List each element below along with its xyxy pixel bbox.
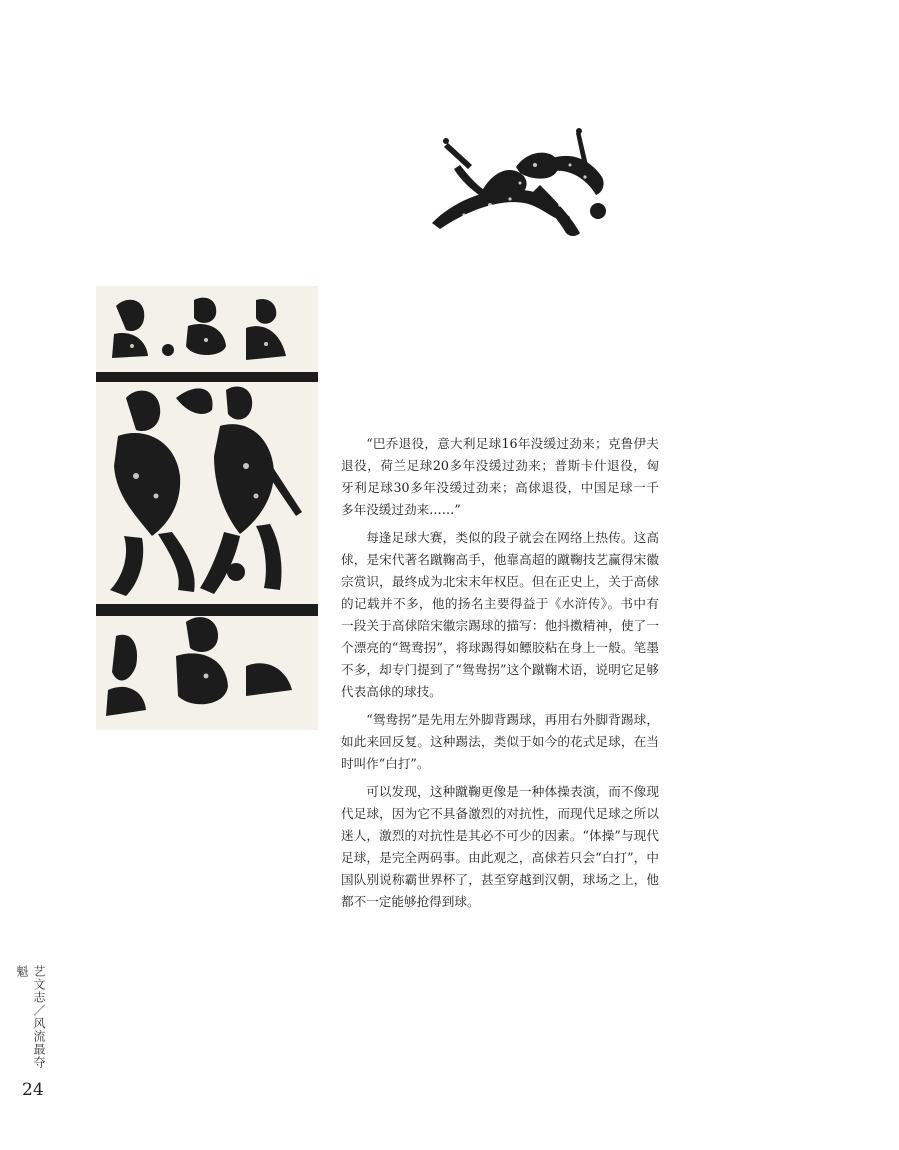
section-name: 艺文志 — [32, 965, 46, 1004]
article-paragraph: “鸳鸯拐”是先用左外脚背踢球，再用右外脚背踢球，如此来回反复。这种踢法，类似于如今的花式足球，在当时叫作“白打”。 — [341, 712, 659, 771]
article-title: 风流最夺魁 — [15, 965, 46, 1069]
folio-separator: ／ — [32, 1004, 46, 1017]
page-number: 24 — [22, 1080, 44, 1100]
running-footer — [15, 965, 48, 1077]
article-paragraph: 可以发现，这种蹴鞠更像是一种体操表演，而不像现代足球，因为它不具备激烈的对抗性，而现代足球之所以迷人，激烈的对抗性是其必不可少的因素。“体操”与现代足球，是完全两码事。由此观之，高俅若只会“白打”，中国队别说称霸世界杯了，甚至穿越到汉朝，球场之上，他都不一定能够抢得到球。 — [341, 784, 659, 909]
article-paragraph: “巴乔退役，意大利足球16年没缓过劲来；克鲁伊夫退役，荷兰足球20多年没缓过劲来；普斯卡什退役，匈牙利足球30多年没缓过劲来；高俅退役，中国足球一千多年没缓过劲来……” — [341, 436, 659, 517]
kicker-rubbing-image — [420, 125, 620, 245]
han-rubbing-image — [96, 286, 318, 730]
article-paragraph: 每逢足球大赛，类似的段子就会在网络上热传。这高俅，是宋代著名蹴鞠高手，他靠高超的蹴鞠技艺赢得宋徽宗赏识，最终成为北宋末年权臣。但在正史上，关于高俅的记载并不多，他的扬名主要得益于《水浒传》。书中有一段关于高俅陪宋徽宗踢球的描写：他抖擞精神，使了一个漂亮的“鸳鸯拐”，将球踢得如鳔胶粘在身上一般。笔墨不多，却专门提到了“鸳鸯拐”这个蹴鞠术语，说明它足够代表高俅的球技。 — [341, 530, 659, 699]
article-body — [341, 433, 659, 919]
